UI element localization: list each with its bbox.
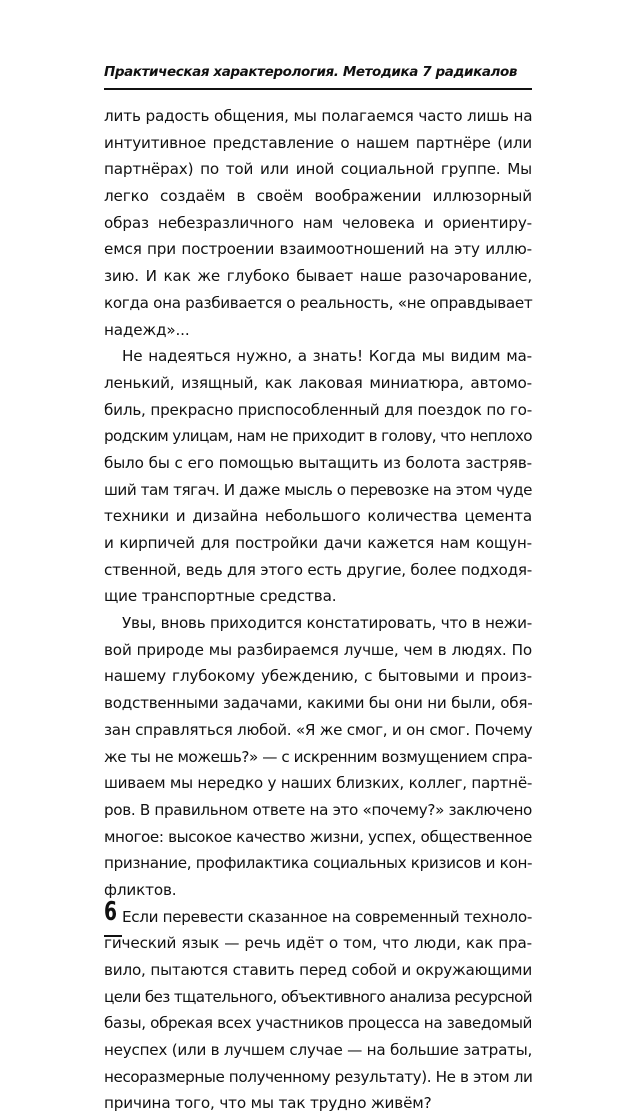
header-rule bbox=[104, 88, 532, 90]
text-line: биль, прекрасно приспособленный для поездок по го- bbox=[104, 400, 532, 419]
text-line: признание, профилактика социальных кризисов и кон- bbox=[104, 854, 533, 873]
text-line: базы, обрекая всех участников процесса на заведомый bbox=[104, 1014, 533, 1033]
text-line: Если перевести сказанное на современный техноло- bbox=[122, 907, 533, 926]
text-line: же ты не можешь?» — с искренним возмущением спра- bbox=[104, 747, 533, 766]
text-line: Не надеяться нужно, а знать! Когда мы видим ма- bbox=[122, 347, 532, 366]
text-line: фликтов. bbox=[104, 880, 177, 899]
text-line: ленький, изящный, как лаковая миниатюра, автомо- bbox=[104, 373, 532, 392]
text-line: ров. В правильном ответе на это «почему?» заключено bbox=[104, 800, 532, 819]
text-line: несоразмерные полученному результату). Не в этом ли bbox=[104, 1067, 533, 1086]
text-line: гический язык — речь идёт о том, что люди, как пра- bbox=[104, 934, 532, 953]
text-line: легко создаём в своём воображении иллюзорный bbox=[104, 187, 532, 206]
text-line: причина того, что мы так трудно живём? bbox=[104, 1094, 432, 1113]
paragraph-4 bbox=[104, 904, 532, 1117]
text-line: зан справляться любой. «Я же смог, и он смог. Почему bbox=[104, 720, 533, 739]
text-line: зию. И как же глубоко бывает наше разочарование, bbox=[104, 267, 532, 286]
page-number: 6 bbox=[104, 897, 118, 927]
text-line: партнёрах) по той или иной социальной группе. Мы bbox=[104, 160, 532, 179]
text-line: когда она разбивается о реальность, «не оправдывает bbox=[104, 293, 533, 312]
body-text bbox=[104, 103, 532, 1117]
text-line: образ небезразличного нам человека и ориентиру- bbox=[104, 213, 532, 232]
text-line: лить радость общения, мы полагаемся часто лишь на bbox=[104, 107, 533, 125]
text-line: интуитивное представление о нашем партнёре (или bbox=[104, 133, 532, 152]
text-line: ший там тягач. И даже мысль о перевозке на этом чуде bbox=[104, 480, 532, 499]
running-header: Практическая характерология. Методика 7 радикалов bbox=[104, 64, 518, 80]
text-line: вой природе мы разбираемся лучше, чем в людях. По bbox=[104, 640, 532, 659]
paragraph-1 bbox=[104, 103, 532, 343]
text-line: было бы с его помощью вытащить из болота застряв- bbox=[104, 453, 532, 472]
text-line: и кирпичей для постройки дачи кажется нам кощун- bbox=[104, 534, 532, 552]
text-line: водственными задачами, какими бы они ни были, обя- bbox=[104, 694, 533, 713]
text-line: емся при построении взаимоотношений на эту иллю- bbox=[104, 240, 532, 259]
text-line: цели без тщательного, объективного анализа ресурсной bbox=[104, 987, 532, 1006]
text-line: Увы, вновь приходится констатировать, что в нежи- bbox=[122, 614, 532, 633]
page-number-rule bbox=[104, 935, 122, 937]
text-line: техники и дизайна небольшого количества цемента bbox=[104, 507, 532, 526]
text-line: шиваем мы нередко у наших близких, коллег, партнё- bbox=[104, 774, 533, 793]
text-line: нашему глубокому убеждению, с бытовыми и произ- bbox=[104, 667, 532, 686]
text-line: неуспех (или в лучшем случае — на большие затраты, bbox=[104, 1041, 533, 1060]
text-line: ственной, ведь для этого есть другие, более подходя- bbox=[104, 560, 532, 579]
text-line: вило, пытаются ставить перед собой и окружающими bbox=[104, 961, 532, 979]
paragraph-3 bbox=[104, 610, 532, 904]
text-line: родским улицам, нам не приходит в голову, что неплохо bbox=[104, 427, 532, 446]
paragraph-2 bbox=[104, 343, 532, 610]
text-line: щие транспортные средства. bbox=[104, 587, 337, 606]
text-line: надежд»... bbox=[104, 320, 190, 339]
text-line: многое: высокое качество жизни, успех, общественное bbox=[104, 827, 532, 846]
